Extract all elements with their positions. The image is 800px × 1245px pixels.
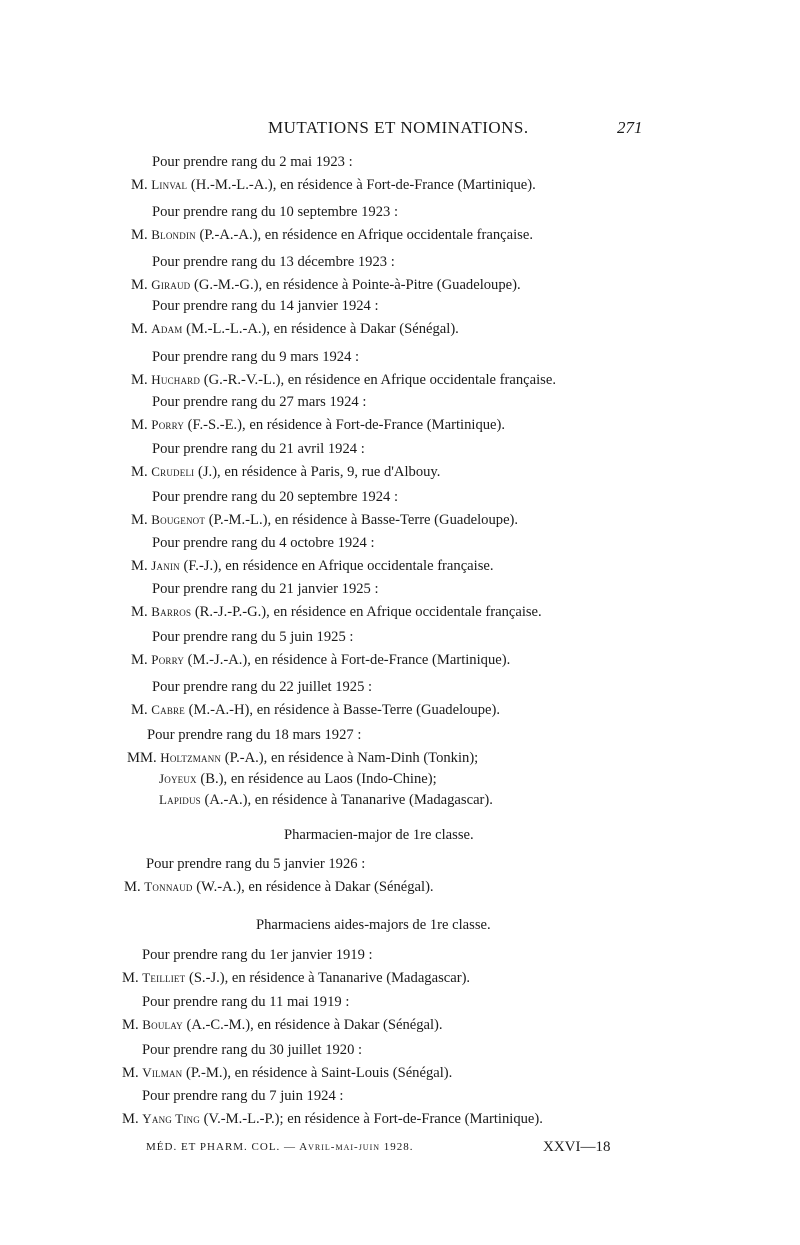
- rank-date-line: [152, 440, 365, 458]
- rank-date-line: [142, 1087, 343, 1105]
- appointee-line: [131, 416, 505, 434]
- running-head: [0, 118, 800, 142]
- title-prefix: M.: [131, 558, 152, 574]
- appointee-details: (G.-R.-V.-L.), en résidence en Afrique occidentale française.: [200, 372, 556, 388]
- title-prefix: M.: [131, 464, 152, 480]
- appointee-details: (B.), en résidence au Laos (Indo-Chine);: [196, 771, 437, 787]
- appointee-details: (M.-L.-L.-A.), en résidence à Dakar (Sénégal).: [182, 321, 459, 337]
- appointee-name: Porry: [151, 652, 185, 667]
- rank-date-text: Pour prendre rang du 20 septembre 1924 :: [152, 489, 399, 505]
- rank-date-line: [146, 855, 365, 873]
- rank-date-text: Pour prendre rang du 4 octobre 1924 :: [152, 535, 375, 551]
- appointee-name: Teilliet: [142, 970, 186, 985]
- appointee-line: [131, 463, 440, 481]
- appointee-details: (A.-A.), en résidence à Tananarive (Madagascar).: [200, 792, 493, 808]
- appointee-line: [159, 770, 437, 788]
- appointee-name: Boulay: [142, 1017, 183, 1032]
- appointee-name: Barros: [151, 604, 192, 619]
- appointee-name: Joyeux: [159, 771, 197, 786]
- section-heading: Pharmaciens aides-majors de 1re classe.: [256, 917, 491, 933]
- rank-date-text: Pour prendre rang du 21 avril 1924 :: [152, 441, 365, 457]
- appointee-line: [131, 603, 542, 621]
- rank-date-text: Pour prendre rang du 11 mai 1919 :: [142, 994, 350, 1010]
- appointee-line: [131, 701, 500, 719]
- rank-date-text: Pour prendre rang du 5 juin 1925 :: [152, 629, 354, 645]
- rank-date-text: Pour prendre rang du 14 janvier 1924 :: [152, 298, 379, 314]
- appointee-details: (F.-J.), en résidence en Afrique occidentale française.: [179, 558, 494, 574]
- rank-date-line: [152, 153, 353, 171]
- title-prefix: M.: [131, 227, 152, 243]
- rank-date-line: [152, 488, 398, 506]
- appointee-name: Blondin: [151, 227, 196, 242]
- appointee-details: (P.-M.), en résidence à Saint-Louis (Sénégal).: [182, 1065, 453, 1081]
- rank-date-text: Pour prendre rang du 1er janvier 1919 :: [142, 947, 373, 963]
- rank-date-text: Pour prendre rang du 7 juin 1924 :: [142, 1088, 344, 1104]
- appointee-line: [122, 1110, 543, 1128]
- page-number: 271: [617, 118, 643, 137]
- rank-date-text: Pour prendre rang du 18 mars 1927 :: [147, 727, 362, 743]
- appointee-details: (M.-J.-A.), en résidence à Fort-de-France (Martinique).: [184, 652, 511, 668]
- appointee-name: Tonnaud: [144, 879, 193, 894]
- appointee-line: [124, 878, 434, 896]
- title-prefix: MM.: [127, 750, 161, 766]
- appointee-line: [131, 176, 536, 194]
- title-prefix: M.: [131, 277, 152, 293]
- title-prefix: M.: [131, 321, 152, 337]
- title-prefix: M.: [122, 1017, 143, 1033]
- rank-date-text: Pour prendre rang du 22 juillet 1925 :: [152, 679, 373, 695]
- appointee-details: (S.-J.), en résidence à Tananarive (Madagascar).: [185, 970, 471, 986]
- title-prefix: M.: [124, 879, 145, 895]
- title-prefix: M.: [131, 604, 152, 620]
- rank-date-line: [142, 946, 373, 964]
- title-prefix: M.: [122, 1111, 143, 1127]
- signature-mark: XXVI—18: [543, 1139, 611, 1155]
- appointee-name: Bougenot: [151, 512, 206, 527]
- appointee-details: (F.-S.-E.), en résidence à Fort-de-France (Martinique).: [184, 417, 506, 433]
- appointee-details: (W.-A.), en résidence à Dakar (Sénégal).: [192, 879, 434, 895]
- appointee-line: [131, 511, 518, 529]
- appointee-line: [131, 651, 510, 669]
- rank-date-line: [152, 628, 353, 646]
- appointee-name: Holtzmann: [160, 750, 222, 765]
- page-title: MUTATIONS ET NOMINATIONS.: [268, 118, 529, 137]
- appointee-name: Giraud: [151, 277, 191, 292]
- title-prefix: M.: [131, 177, 152, 193]
- appointee-details: (P.-M.-L.), en résidence à Basse-Terre (Guadeloupe).: [205, 512, 519, 528]
- rank-date-line: [142, 1041, 362, 1059]
- appointee-name: Vilman: [142, 1065, 183, 1080]
- appointee-line: [131, 557, 494, 575]
- rank-date-line: [152, 297, 379, 315]
- rank-date-line: [152, 678, 372, 696]
- journal-reference: MÉD. ET PHARM. COL. — Avril-mai-juin 1928.: [146, 1141, 414, 1153]
- appointee-line: [122, 1064, 452, 1082]
- page-footer: [146, 1139, 626, 1159]
- appointee-name: Huchard: [151, 372, 201, 387]
- appointee-line: [131, 276, 521, 294]
- appointee-details: (M.-A.-H), en résidence à Basse-Terre (Guadeloupe).: [184, 702, 501, 718]
- title-prefix: M.: [131, 652, 152, 668]
- appointee-details: (H.-M.-L.-A.), en résidence à Fort-de-France (Martinique).: [187, 177, 536, 193]
- appointee-line: [131, 320, 459, 338]
- rank-date-text: Pour prendre rang du 2 mai 1923 :: [152, 154, 353, 170]
- section-heading: Pharmacien-major de 1re classe.: [284, 827, 474, 843]
- rank-date-line: [152, 534, 375, 552]
- appointee-name: Crudeli: [151, 464, 195, 479]
- title-prefix: M.: [131, 512, 152, 528]
- appointee-details: (J.), en résidence à Paris, 9, rue d'Albouy.: [194, 464, 441, 480]
- appointee-line: [122, 1016, 443, 1034]
- appointee-details: (P.-A.), en résidence à Nam-Dinh (Tonkin);: [221, 750, 479, 766]
- title-prefix: M.: [122, 970, 143, 986]
- appointee-name: Adam: [151, 321, 183, 336]
- rank-date-line: [142, 993, 349, 1011]
- rank-date-text: Pour prendre rang du 9 mars 1924 :: [152, 349, 360, 365]
- rank-date-text: Pour prendre rang du 21 janvier 1925 :: [152, 581, 379, 597]
- appointee-details: (R.-J.-P.-G.), en résidence en Afrique occidentale française.: [191, 604, 542, 620]
- appointee-name: Yang Ting: [142, 1111, 200, 1126]
- appointee-line: [127, 749, 478, 767]
- appointee-line: [131, 226, 533, 244]
- rank-date-line: [147, 726, 361, 744]
- title-prefix: M.: [131, 372, 152, 388]
- appointee-name: Linval: [151, 177, 188, 192]
- appointee-details: (V.-M.-L.-P.); en résidence à Fort-de-France (Martinique).: [199, 1111, 543, 1127]
- appointee-line: [131, 371, 556, 389]
- appointee-details: (G.-M.-G.), en résidence à Pointe-à-Pitre (Guadeloupe).: [190, 277, 521, 293]
- rank-date-text: Pour prendre rang du 30 juillet 1920 :: [142, 1042, 363, 1058]
- rank-date-text: Pour prendre rang du 10 septembre 1923 :: [152, 204, 399, 220]
- appointee-line: [159, 791, 493, 809]
- rank-date-line: [152, 203, 398, 221]
- rank-date-line: [152, 580, 379, 598]
- rank-date-line: [152, 393, 366, 411]
- appointee-line: [122, 969, 470, 987]
- title-prefix: M.: [122, 1065, 143, 1081]
- rank-date-text: Pour prendre rang du 5 janvier 1926 :: [146, 856, 366, 872]
- appointee-name: Cabre: [151, 702, 185, 717]
- appointee-name: Lapidus: [159, 792, 201, 807]
- appointee-name: Porry: [151, 417, 185, 432]
- rank-date-text: Pour prendre rang du 13 décembre 1923 :: [152, 254, 395, 270]
- rank-date-text: Pour prendre rang du 27 mars 1924 :: [152, 394, 367, 410]
- rank-date-line: [152, 253, 395, 271]
- appointee-name: Janin: [151, 558, 180, 573]
- appointee-details: (P.-A.-A.), en résidence en Afrique occidentale française.: [195, 227, 533, 243]
- title-prefix: M.: [131, 417, 152, 433]
- appointee-details: (A.-C.-M.), en résidence à Dakar (Sénégal).: [182, 1017, 443, 1033]
- rank-date-line: [152, 348, 359, 366]
- title-prefix: M.: [131, 702, 152, 718]
